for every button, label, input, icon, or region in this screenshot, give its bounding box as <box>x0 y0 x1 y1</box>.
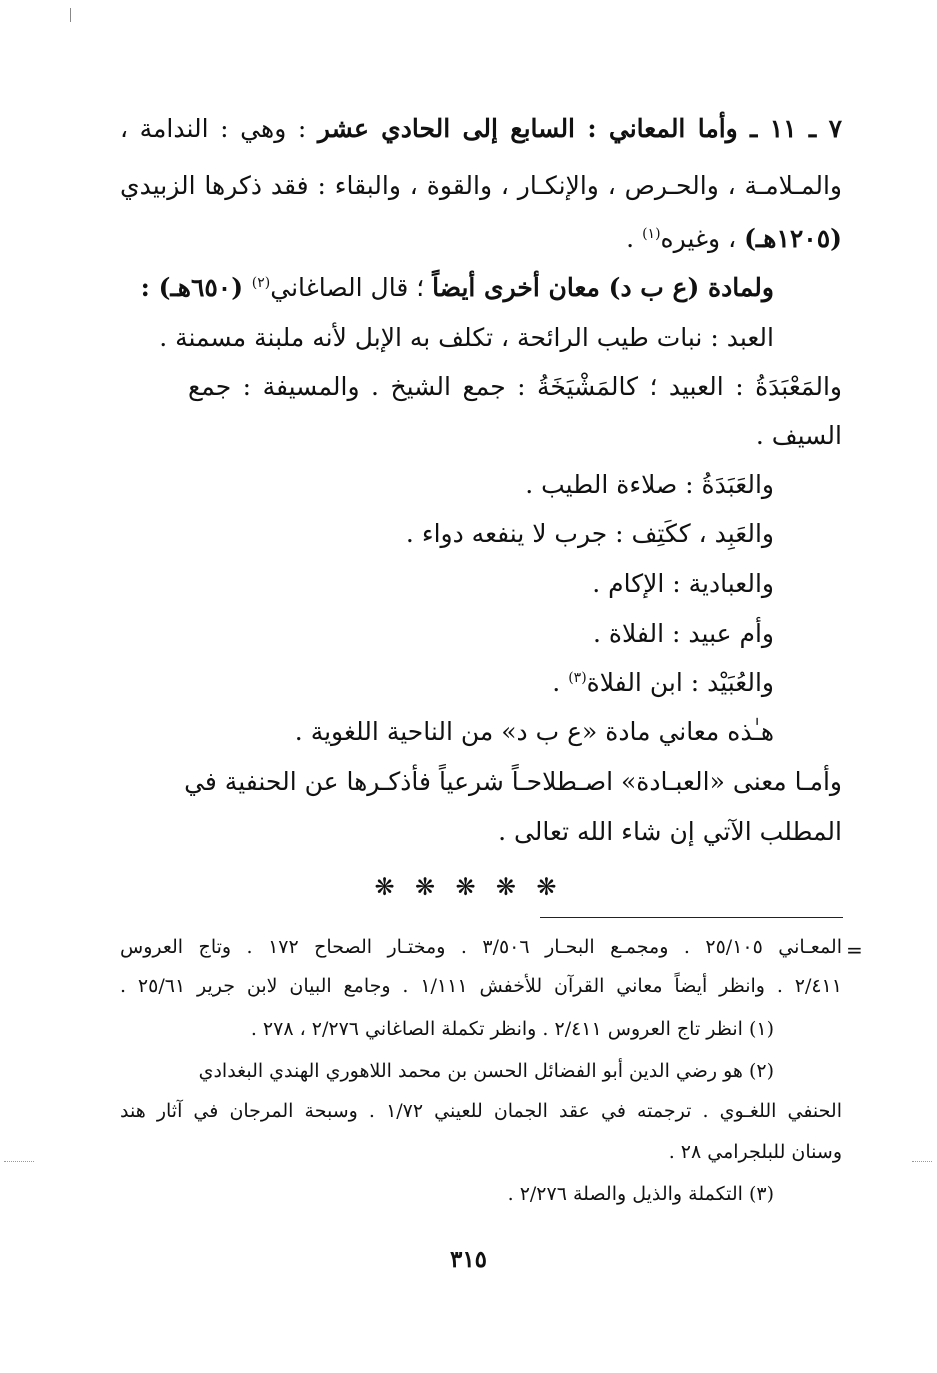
text-line-9 <box>406 517 774 551</box>
footnote-line: وسنان للبلجرامي ٢٨ . <box>668 1141 842 1163</box>
page-number: ٣١٥ <box>449 1246 488 1273</box>
text-line-11 <box>593 617 774 651</box>
footnote-line: ٢/٤١١ . وانظر أيضاً معاني القرآن للأخفش ١/١١١ . وجامع البيان لابن جرير ٢٥/٦١ . <box>120 975 842 997</box>
footnote-ref[interactable]: (٢) <box>251 275 271 291</box>
text-span: ، وغيره <box>660 224 745 253</box>
text-line-4 <box>141 271 774 305</box>
text-span: والمـلامـة ، والحـرص ، والإنكـار ، والقوة ، والبقاء : فقد ذكرها الزبيدي <box>120 171 842 200</box>
text-line-8 <box>525 468 774 502</box>
text-line-2 <box>120 169 842 203</box>
date-span: (٦٥٠هـ) : <box>140 273 252 302</box>
date-span: (١٢٠٥هـ) <box>744 224 842 253</box>
footnote-line: المعـاني ٢٥/١٠٥ . ومجمـع البحـار ٣/٥٠٦ . ومختـار الصحاح ١٧٢ . وتاج العروس <box>120 936 842 958</box>
text-line-10 <box>592 567 774 601</box>
footnote-divider <box>540 917 843 918</box>
footnote-line: (٣) التكملة والذيل والصلة ٢/٢٧٦ . <box>507 1183 774 1205</box>
text-span: السيف . <box>755 421 842 450</box>
text-line-3 <box>626 222 842 256</box>
footnote-ref[interactable]: (١) <box>642 226 661 242</box>
footnote-line: الحنفي اللغـوي . ترجمته في عقد الجمان للعيني ١/٧٢ . وسبحة المرجان في آثار هند <box>120 1100 843 1122</box>
text-span: وأمـا معنى «العبـادة» اصـطلاحـاً شرعياً فأذكـرها عن الحنفية في <box>184 767 842 796</box>
text-span: والعُبَيْد : ابن الفلاة <box>586 668 774 697</box>
scan-mark <box>70 8 71 22</box>
footnote-ref[interactable]: (٣) <box>568 670 587 686</box>
text-line-7 <box>756 419 842 453</box>
text-span: والعَبِد ، ككَتِف : جرب لا ينفعه دواء . <box>405 519 774 548</box>
footnote-line: (١) انظر تاج العروس ٢/٤١١ . وانظر تكملة الصاغاني ٢/٢٧٦ ، ٢٧٨ . <box>250 1018 774 1040</box>
section-heading: ٧ ـ ١١ ـ وأما المعاني : السابع إلى الحادي عشر <box>317 114 842 143</box>
section-separator: ❋ ❋ ❋ ❋ ❋ <box>374 873 563 901</box>
text-span: والعبادية : الإكام . <box>592 569 774 598</box>
text-line-15 <box>498 815 842 849</box>
text-span: المطلب الآتي إن شاء الله تعالى . <box>498 817 842 846</box>
text-span: ؛ قال الصاغاني <box>270 273 433 302</box>
text-span: هـٰذه معاني مادة «ع ب د» من الناحية اللغوية . <box>294 717 774 746</box>
footnote-line: (٢) هو رضي الدين أبو الفضائل الحسن بن محمد اللاهوري الهندي البغدادي <box>198 1060 774 1082</box>
scan-mark <box>4 1161 34 1168</box>
text-span: والمَعْبَدَةُ : العبيد ؛ كالمَشْيَخَةُ : جمع الشيخ . والمسيفة : جمع <box>188 372 842 401</box>
text-span: والعَبَدَةُ : صلاءة الطيب . <box>525 470 774 499</box>
text-span: . <box>552 668 569 697</box>
text-line-12 <box>552 666 774 700</box>
text-span: وأم عبيد : الفلاة . <box>592 619 774 648</box>
text-line-13 <box>295 715 774 749</box>
text-span: العبد : نبات طيب الرائحة ، تكلف به الإبل لأنه ملبنة مسمنة . <box>159 323 774 352</box>
footnote-continuation-mark: = <box>846 938 863 962</box>
text-line-1 <box>120 112 842 146</box>
text-span: : وهي : الندامة ، <box>120 114 318 143</box>
text-line-5 <box>159 321 774 355</box>
subheading: ولمادة (ع ب د) معان أخرى أيضاً <box>432 273 774 302</box>
text-line-14 <box>184 765 842 799</box>
scan-mark <box>912 1161 932 1168</box>
text-span: . <box>626 224 643 253</box>
text-line-6 <box>188 370 842 404</box>
